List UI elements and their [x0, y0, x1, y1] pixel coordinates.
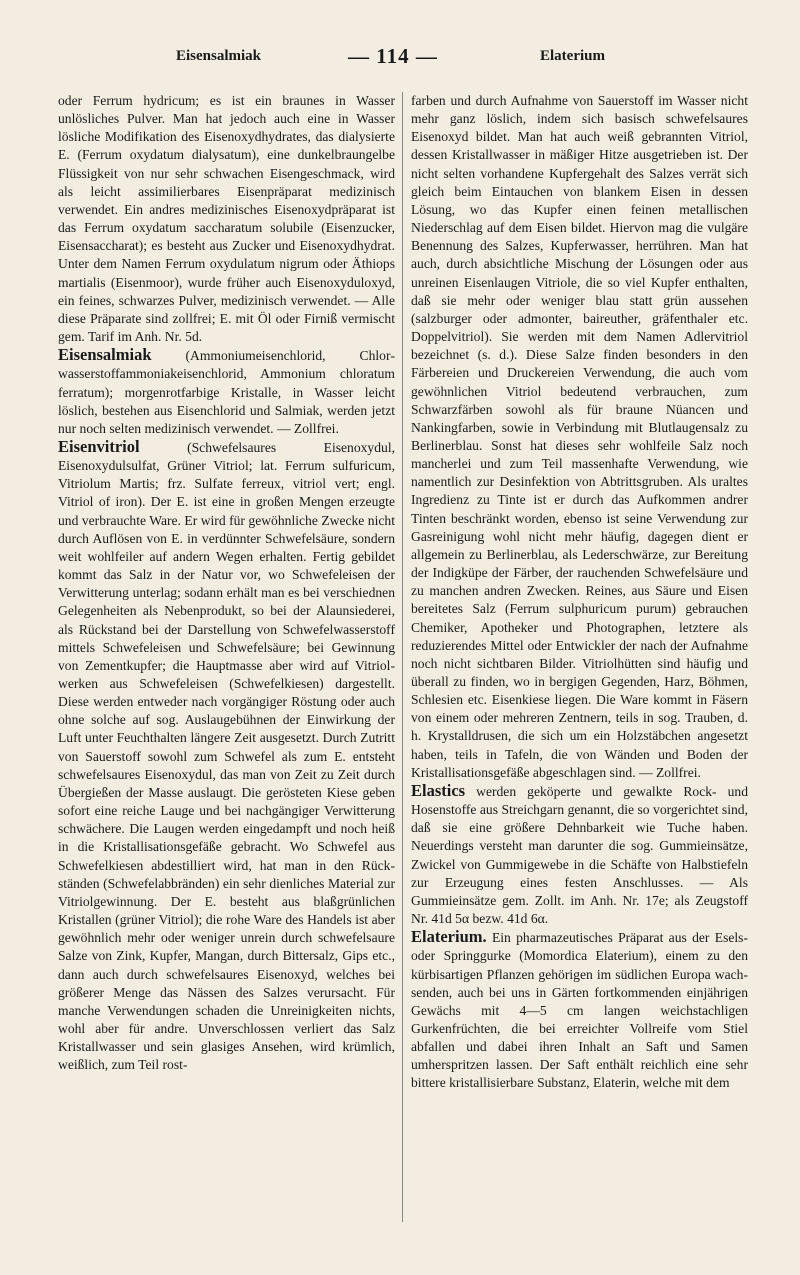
header-right-keyword: Elaterium: [540, 48, 605, 64]
entry-eisenoxyd-continuation: oder Ferrum hydricum; es ist ein braunes in Wasser unlösliches Pulver. Man hat jedoch auch eine in Wasser lösliche Modifikation des Eisenoxydhydrates, das dialysierte E. (Ferrum oxydatum dialysatum), eine dunkelbraungelbe Flüssigkeit von nur sehr schwachen Eisengeschmack, wird als leicht assimilierbares Eisenpräparat medizinisch verwendet. Ein andres medizinisches Eisenoxydpräparat ist das Ferrum oxydatum saccharatum solubile (Eisenzucker, Eisensaccharat); es besteht aus Zucker und Eisenoxydhydrat. Unter dem Namen Ferrum oxydulatum nigrum oder Äthiops martialis (Eisenmoor), wurde früher auch Eisenoxyduloxyd, ein feines, schwarzes Pulver, medizinisch verwendet. — Alle diese Präparate sind zollfrei; E. mit Öl oder Firniß vermischt gem. Tarif im Anh. Nr. 5d.: [58, 93, 395, 345]
entry-text: Ein pharmazeutisches Präparat aus der Esels- oder Springgurke (Momordica Elaterium), einem zu den kürbisartigen Pflanzen gehörigen im südlichen Europa wachsenden, auch bei uns in Gärten fortkommenden einjährigen Gewächs mit 4—5 cm langen weichstachligen Gurkenfrüchten, die bei erreichter Vollreife vom Stiel abfallen und dabei ihren Inhalt an Saft und Samen umherspritzen lassen. Der Saft enthält reichlich eine sehr bittere kristallisierbare Substanz, Elaterin, welche mit dem: [411, 930, 748, 1091]
entry-eisenvitriol: [58, 438, 395, 1074]
entry-elastics: [411, 782, 748, 928]
entry-text: (Ammoniumeisenchlorid, Chlorwasserstoffammoniakeisenchlorid, Ammonium chloratum ferratum); morgenrotfarbige Kristalle, in Wasser leicht löslich, bestehen aus Eisenchlorid und Salmiak, werden jetzt nur noch selten medizinisch verwendet. — Zollfrei.: [58, 348, 395, 436]
page-header: [58, 44, 748, 70]
entry-headword: Elaterium.: [411, 927, 487, 947]
header-left-keyword: Eisensalmiak: [176, 48, 262, 64]
entry-headword: Elastics: [411, 780, 466, 800]
entry-eisenvitriol-continuation: farben und durch Aufnahme von Sauerstoff im Wasser nicht mehr ganz löslich, indem sich basisch schwefelsaures Eisenoxyd bildet. Man hat auch weiß gebrannten Vitriol, dessen Kristallwasser in mäßiger Hitze ausgetrieben ist. Der nicht selten vorhandene Kupfergehalt des Salzes verrät sich gleich beim Eintauchen von blankem Eisen in dessen Lösung, wo das Kupfer einen feinen metallischen Niederschlag auf dem Eisen bildet. Hiervon mag die vulgäre Benennung des Salzes, Kupferwasser, herrühren. Man hat auch, durch absichtliche Mischung der Lösungen oder aus unreinen Eisenlaugen Vitriole, die so viel Kupfer enthalten, daß sie mehr oder weniger blau statt grün aussehen (salzburger oder admonter, baireuther, gräfenthaler etc. Doppelvitriol). Sie werden mit dem Namen Adlervitriol bezeichnet (s. d.). Diese Salze finden besonders in den Färbereien und Druckereien Verwendung, die auch vom gewöhnlichen Vitriol bedeutend verbrauchen, zum Schwarzfärben sowohl als für braune Nüancen und Nankingfarben, sowie in Verbindung mit Blutlaugensalz zu Berlinerblau. Sonst hat dieses sehr wohlfeile Salz noch mancherlei und zum Teil massenhafte Verwendung, wie namentlich zur Desinfektion von Abtrittsgruben. Als uraltes Ingredienz zu Tinte ist er durch das Aufkommen andrer Tinten beschränkt worden, ebenso ist seine Verwendung zur Gasreinigung wohl nicht mehr häufig, dagegen dient er allgemein zu Berlinerblau, als Lederschwärze, zur Bereitung der Indigküpe der Färber, der rauchenden Schwefelsäure und zu manchen andren Zwecken. Reines, aus Säure und Eisen bereitetes Salz (Ferrum sulphuricum purum) gebrauchen Chemiker, Apotheker und Photographen, letztere als reduzierendes Mittel oder Entwickler der nach der Aufnahme noch nicht sichtbaren Bilder. Vitriolhütten sind häufig und überall zu finden, wo in bergigen Gegenden, Harz, Böhmen, Schlesien etc. Eisenkiese liegen. Die Ware kommt in Fäsern von einem oder mehreren Zentnern, teils in sog. Trauben, d. h. Krystalldrusen, die sich um ein Holzstäbchen angesetzt haben, teils in Tafeln, die von Wänden und Boden der Kristallisationsgefäße abgeschlagen sind. — Zollfrei.: [411, 93, 748, 780]
right-column: [411, 92, 748, 1093]
entry-elaterium: [411, 928, 748, 1092]
entry-text: werden geköperte und gewalkte Rock- und Hosenstoffe aus Streichgarn genannt, die so vorgerichtet sind, daß sie eine größere Dehnbarkeit wie Tuche haben. Neuerdings versteht man darunter die sog. Gummieinsätze, Zwickel von Gummigewebe in die Schäfte von Halbstiefeln zur Erzeugung eines festen Anschlusses. — Als Gummieinsätze gem. Zollt. im Anh. Nr. 17e; als Zeugstoff Nr. 41d 5α bezw. 41d 6α.: [411, 783, 748, 927]
left-column: [58, 92, 395, 1074]
entry-headword: Eisensalmiak: [58, 345, 152, 365]
entry-headword: Eisenvitriol: [58, 436, 140, 456]
entry-eisensalmiak: [58, 346, 395, 438]
page-number: — 114 —: [348, 44, 438, 68]
entry-text: (Schwefelsaures Eisenoxydul, Eisenoxydulsulfat, Grüner Vitriol; lat. Ferrum sulfuricum, Vitriolum Martis; frz. Sulfate ferreux, vitriol vert; engl. Vitriol of iron). Der E. ist eine in großen Mengen erzeugte und verbrauchte Ware. Er wird für gewöhnliche Zwecke nicht durch Auflösen von E. in verdünnter Schwefelsäure, sondern weit wohlfeiler auf andern Wegen erhalten. Fertig gebildet kommt das Salz in der Natur vor, wo Schwefeleisen der Verwitterung unterlag; sodann erhält man es bei verschiednen Gelegenheiten als Nebenprodukt, so bei der Alaunsiederei, als Rückstand bei der Darstellung von Schwefelwasserstoff mittels Schwefeleisen und Schwefelsäure; bei Gewinnung von Zementkupfer; die Hauptmasse aber wird auf Vitriolwerken aus Schwefeleisen (Schwefelkiesen) dargestellt. Diese werden entweder nach vorgängiger Röstung oder auch ohne solche auf sog. Auslaugebühnen der Einwirkung der Luft unter Feuchthalten längere Zeit ausgesetzt. Durch Zutritt von Sauerstoff sowohl zum Schwefel als zum E. entsteht schwefelsaures Eisenoxydul, das man von Zeit zu Zeit durch Übergießen der Masse auslaugt. Die gerösteten Kiese geben sofort eine reiche Lauge und bei nachgängiger Verwitterung schwächere. Die Laugen werden eingedampft und noch heiß in die Kristallisationsgefäße gebracht. Wo Schwefel aus Schwefelkiesen abdestilliert wird, hat man in den Rückständen (Schwefelabbränden) ein sehr dienliches Material zur Vitriolgewinnung. Der E. besteht aus blaßgrünlichen Kristallen (grüner Vitriol); die rohe Ware des Handels ist aber gewöhnlich mehr oder weniger unrein durch schwefelsaure Salze von Zink, Kupfer, Mangan, durch Bittersalz, Gips etc., dann auch durch schwefelsaures Eisenoxyd, welches bei größerer Menge das Nässen des Salzes verursacht. Für manche Verwendungen schaden die Unreinigkeiten nichts, wohl aber für andre. Unverschlossen verliert das Salz Kristallwasser und sein glasiges Ansehen, wird krümlich, weißlich, zum Teil rost-: [58, 439, 395, 1073]
column-divider: [402, 92, 403, 1222]
